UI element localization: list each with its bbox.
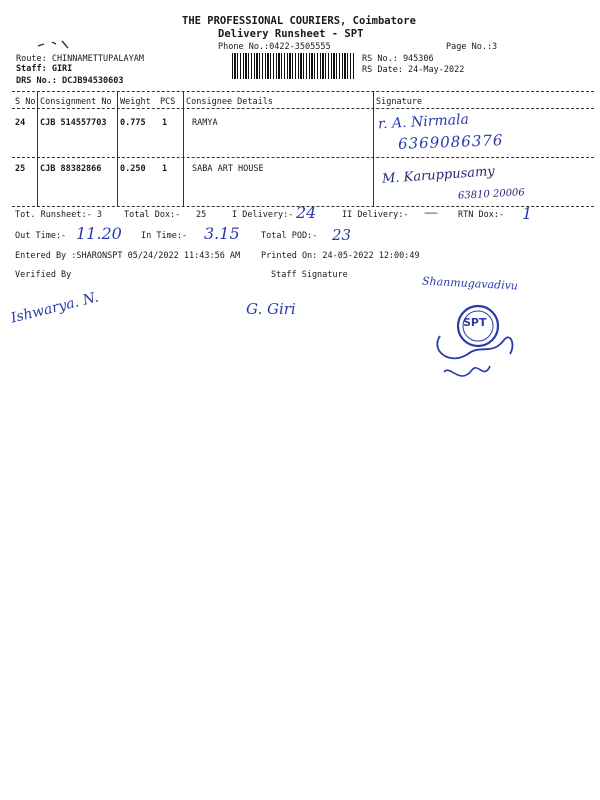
col-header-consignee: Consignee Details: [186, 97, 273, 107]
corner-signature: Shanmugavadivu: [421, 274, 519, 293]
row-consignment: CJB 88382866: [40, 164, 102, 174]
staff-signature: G. Giri: [246, 300, 296, 318]
recipient-signature: r. A. Nirmala: [377, 111, 470, 133]
col-divider: [183, 92, 184, 206]
recipient-phone: 6369086376: [397, 131, 504, 153]
i-delivery-hand: 24: [296, 203, 317, 222]
col-header-signature: Signature: [376, 97, 423, 107]
row-sno: 25: [15, 164, 26, 174]
verified-by-label: Verified By: [15, 270, 72, 280]
rtn-dox-hand: 1: [522, 204, 533, 223]
in-time-label: In Time:-: [141, 231, 188, 241]
row-consignment: CJB 514557703: [40, 118, 107, 128]
row-consignee: SABA ART HOUSE: [192, 164, 264, 174]
col-header-consignment: Consignment No: [40, 97, 112, 107]
company-stamp-icon: [420, 296, 530, 396]
total-dox-label: Total Dox:-: [124, 210, 181, 220]
row-pcs: 1: [162, 118, 168, 128]
col-divider: [373, 92, 374, 206]
company-name: THE PROFESSIONAL COURIERS, Coimbatore: [182, 15, 416, 27]
stamp-text: SPT: [463, 316, 487, 329]
col-header-weight: Weight: [120, 97, 151, 107]
logo-mark-icon: [34, 38, 74, 52]
entered-by: Entered By :SHARONSPT 05/24/2022 11:43:56 AM: [15, 251, 241, 261]
table-top-rule: [12, 91, 594, 92]
row-divider: [12, 157, 594, 158]
ii-delivery-label: II Delivery:-: [342, 210, 409, 220]
col-divider: [117, 92, 118, 206]
row-weight: 0.775: [120, 118, 146, 128]
recipient-signature: M. Karuppusamy: [381, 164, 496, 187]
rs-number: RS No.: 945306: [362, 54, 434, 64]
ii-delivery-hand: —: [424, 205, 438, 221]
staff-name: Staff: GIRI: [16, 64, 73, 74]
barcode: [232, 53, 354, 79]
col-header-sno: S No: [15, 97, 36, 107]
document-title: Delivery Runsheet - SPT: [218, 28, 364, 40]
table-header-rule: [12, 108, 594, 109]
route: Route: CHINNAMETTUPALAYAM: [16, 54, 144, 64]
out-time-label: Out Time:-: [15, 231, 67, 241]
row-consignee: RAMYA: [192, 118, 218, 128]
recipient-phone: 63810 20006: [457, 187, 526, 202]
rtn-dox-label: RTN Dox:-: [458, 210, 505, 220]
in-time-hand: 3.15: [204, 224, 240, 243]
i-delivery-label: I Delivery:-: [232, 210, 294, 220]
printed-on: Printed On: 24-05-2022 12:00:49: [261, 251, 420, 261]
total-pod-hand: 23: [332, 226, 352, 244]
verifier-signature: Ishwarya. N.: [9, 289, 101, 327]
phone-number: Phone No.:0422-3505555: [218, 42, 331, 52]
out-time-hand: 11.20: [76, 224, 122, 243]
rs-date: RS Date: 24-May-2022: [362, 65, 465, 75]
page-number: Page No.:3: [446, 42, 498, 52]
col-header-pcs: PCS: [160, 97, 176, 107]
col-divider: [37, 92, 38, 206]
total-pod-label: Total POD:-: [261, 231, 318, 241]
row-pcs: 1: [162, 164, 168, 174]
row-sno: 24: [15, 118, 26, 128]
total-runsheet: Tot. Runsheet:- 3: [15, 210, 102, 220]
row-weight: 0.250: [120, 164, 146, 174]
total-dox-value: 25: [196, 210, 207, 220]
drs-number: DRS No.: DCJB94530603: [16, 76, 124, 86]
staff-signature-label: Staff Signature: [271, 270, 348, 280]
